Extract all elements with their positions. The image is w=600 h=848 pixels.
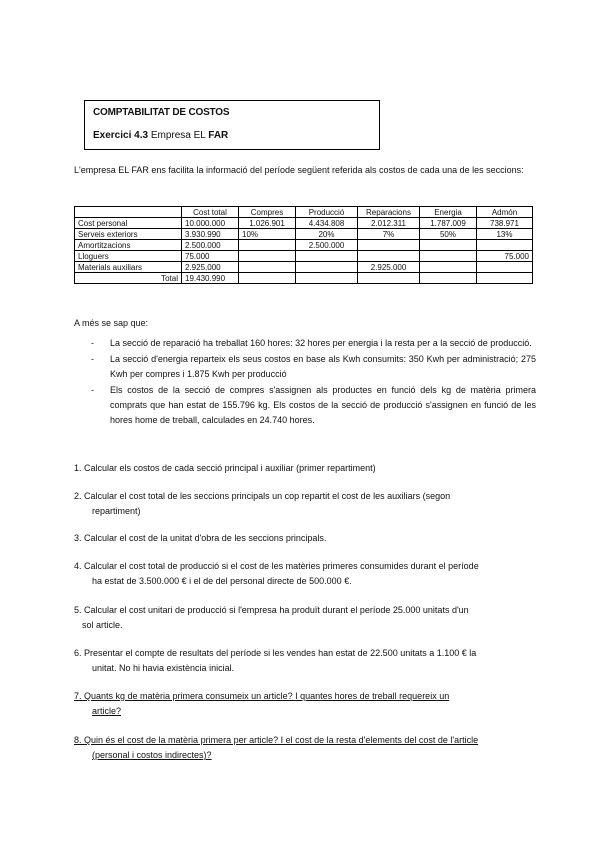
costs-table: [74, 206, 533, 284]
table-cell: 1.026.901: [239, 218, 296, 229]
question-text: 8. Quin és el cost de la matèria primera per article? I el cost de la resta d'elements del cost de l'article: [74, 735, 479, 745]
table-cell: [420, 240, 477, 251]
table-cell: 75.000: [477, 251, 533, 262]
table-cell: [420, 262, 477, 273]
row-label: Amortitzacions: [75, 240, 182, 251]
table-header-cell: Reparacions: [358, 207, 420, 218]
question-text: 5. Calcular el cost unitari de producció si l'empresa ha produït durant el període 25.000 unitats d'un: [74, 605, 469, 615]
table-cell: [296, 273, 358, 284]
table-header-cell: [75, 207, 182, 218]
document-title: COMPTABILITAT DE COSTOS: [93, 107, 230, 118]
question-text: 7. Quants kg de matèria primera consumeix un article? I quantes hores de treball requereix un: [74, 691, 450, 701]
table-cell: 3.930.990: [182, 229, 239, 240]
row-label: Serveis exteriors: [75, 229, 182, 240]
table-cell: 738.971: [477, 218, 533, 229]
table-cell: 10%: [239, 229, 296, 240]
question-text-continued: (personal i costos indirectes)?: [92, 750, 212, 760]
list-item: [74, 383, 536, 428]
table-row: [75, 229, 533, 240]
question-5: [74, 603, 534, 633]
exercise-number: Exercici 4.3: [93, 130, 151, 141]
row-label: Materials auxiliars: [75, 262, 182, 273]
also-known-heading: A més se sap que:: [74, 318, 149, 328]
table-cell: [420, 273, 477, 284]
question-text-continued: article?: [92, 706, 122, 716]
table-cell: [296, 251, 358, 262]
question-text: 4. Calcular el cost total de producció si el cost de les matèries primeres consumides durant el període: [74, 561, 479, 571]
table-cell: [239, 240, 296, 251]
table-header-cell: Cost total: [182, 207, 239, 218]
table-cell: [358, 251, 420, 262]
question-8: [74, 733, 534, 763]
table-header-cell: Admón: [477, 207, 533, 218]
question-text-continued: unitat. No hi havia existència inicial.: [92, 663, 235, 673]
total-value: 19.430.990: [182, 273, 239, 284]
table-row: [75, 218, 533, 229]
table-header-cell: Producció: [296, 207, 358, 218]
table-cell: 7%: [358, 229, 420, 240]
exercise-heading: [93, 130, 371, 141]
question-1: [74, 461, 534, 476]
table-cell: [477, 240, 533, 251]
table-cell: 2.500.000: [296, 240, 358, 251]
bullet-dash: -: [91, 338, 94, 348]
table-cell: 20%: [296, 229, 358, 240]
total-label: Total: [75, 273, 182, 284]
question-6: [74, 646, 534, 676]
exercise-company-name: FAR: [208, 130, 229, 141]
question-4: [74, 559, 534, 589]
question-text-continued: repartiment): [92, 506, 141, 516]
table-row: [75, 262, 533, 273]
question-3: [74, 531, 534, 546]
table-cell: 75.000: [182, 251, 239, 262]
list-item: [74, 352, 536, 382]
table-cell: 2.500.000: [182, 240, 239, 251]
table-cell: [239, 251, 296, 262]
table-cell: [358, 240, 420, 251]
table-header-row: [75, 207, 533, 218]
table-cell: 4.434.808: [296, 218, 358, 229]
question-text: 2. Calcular el cost total de les seccions principals un cop repartit el cost de les auxiliars (segon: [74, 491, 451, 501]
table-row: [75, 240, 533, 251]
table-header-cell: Energia: [420, 207, 477, 218]
table-cell: 2.925.000: [182, 262, 239, 273]
question-text-continued: sol article.: [82, 620, 123, 630]
table-header-cell: Compres: [239, 207, 296, 218]
row-label: Cost personal: [75, 218, 182, 229]
exercise-company: Empresa EL: [150, 130, 209, 141]
question-text: 6. Presentar el compte de resultats del període si les vendes han estat de 22.500 unitats a 1.100 € la: [74, 648, 477, 658]
question-text: 3. Calcular el cost de la unitat d'obra de les seccions principals.: [74, 533, 327, 543]
list-item: [74, 336, 536, 351]
question-7: [74, 689, 534, 719]
bullet-text: Els costos de la secció de compres s'assignen als productes en funció dels kg de matèria primera comprats que han estat de 155.796 kg. Els costos de la secció de producció s'assignen en funció de les hores home de treball, calculades en 24.740 hores.: [110, 385, 536, 425]
bullet-list: [74, 336, 536, 429]
table-cell: [358, 273, 420, 284]
bullet-dash: -: [91, 354, 94, 364]
bullet-dash: -: [91, 385, 94, 395]
table-cell: [477, 262, 533, 273]
table-cell: 10.000.000: [182, 218, 239, 229]
table-cell: 13%: [477, 229, 533, 240]
table-cell: [239, 262, 296, 273]
table-cell: 2.925.000: [358, 262, 420, 273]
intro-paragraph: L'empresa EL FAR ens facilita la informació del període següent referida als costos de cada una de les seccions:: [74, 165, 524, 175]
table-cell: [420, 251, 477, 262]
table-cell: [239, 273, 296, 284]
question-2: [74, 489, 534, 519]
table-cell: 2.012.311: [358, 218, 420, 229]
table-cell: 50%: [420, 229, 477, 240]
title-box: [84, 100, 380, 150]
bullet-text: La secció d'energia reparteix els seus costos en base als Kwh consumits: 350 Kwh per administració; 275 Kwh per compres i 1.875 Kwh per producció: [110, 354, 536, 379]
table-total-row: [75, 273, 533, 284]
table-cell: [477, 273, 533, 284]
table-row: [75, 251, 533, 262]
table-cell: [296, 262, 358, 273]
table-cell: 1.787.009: [420, 218, 477, 229]
bullet-text: La secció de reparació ha treballat 160 hores: 32 hores per energia i la resta per a la secció de producció.: [110, 338, 532, 348]
question-text: 1. Calcular els costos de cada secció principal i auxiliar (primer repartiment): [74, 463, 376, 473]
question-text-continued: ha estat de 3.500.000 € i el de del personal directe de 500.000 €.: [92, 576, 352, 586]
row-label: Lloguers: [75, 251, 182, 262]
